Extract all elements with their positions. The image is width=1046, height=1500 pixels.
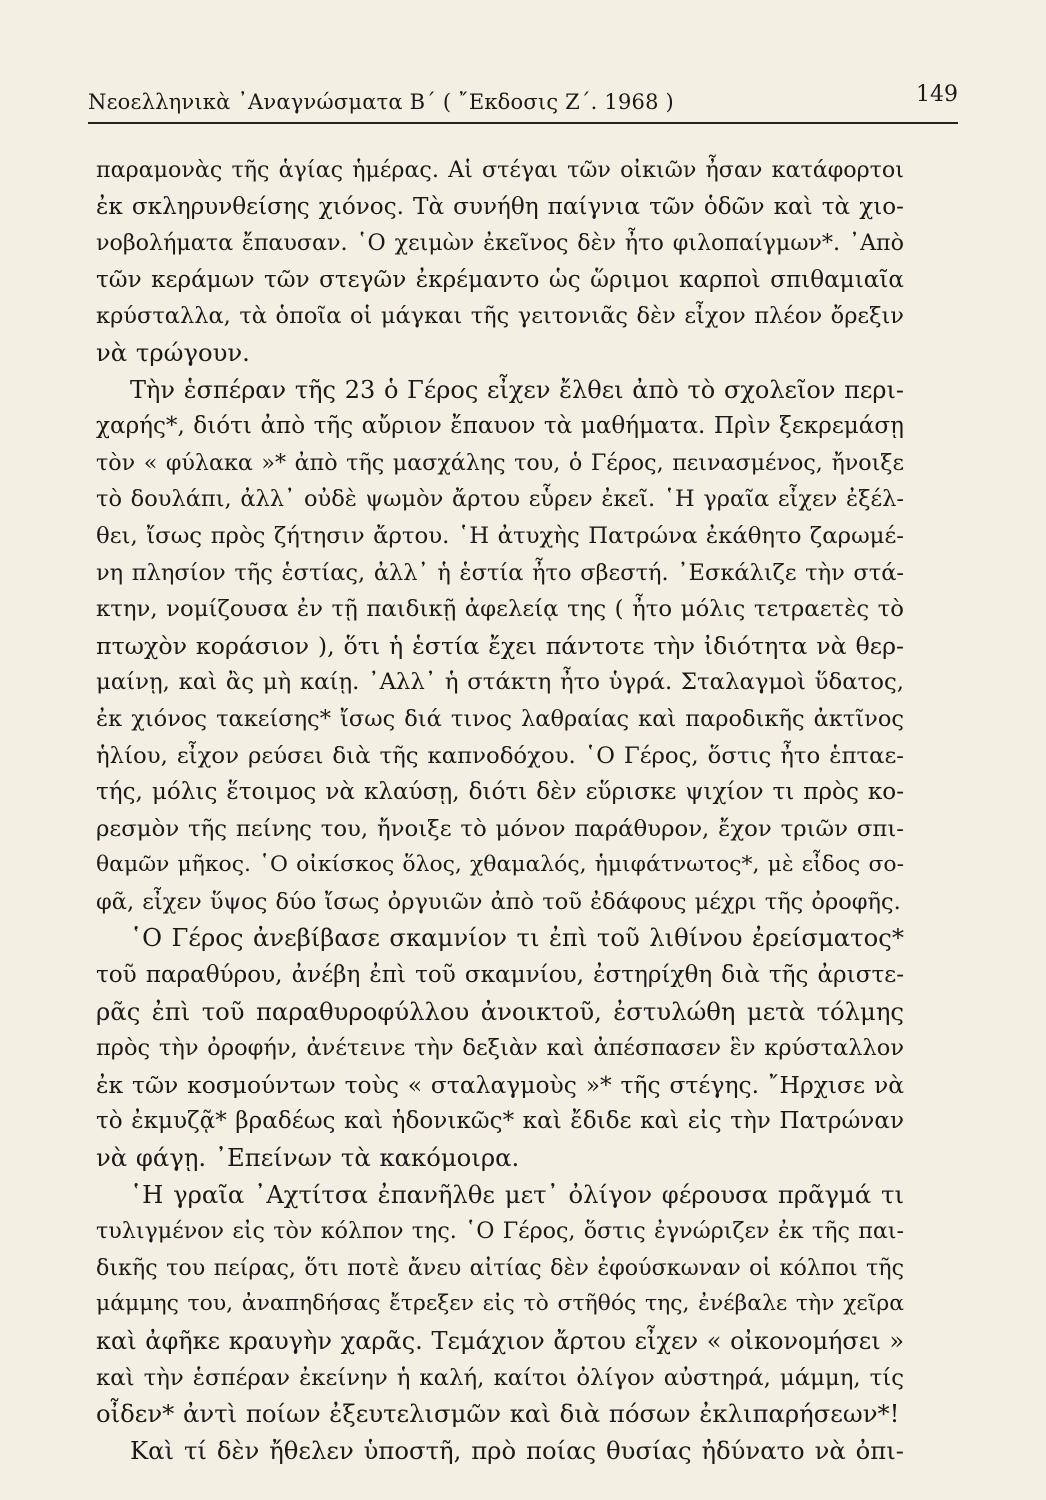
- text-line: φᾶ, εἶχεν ὕψος δύο ἴσως ὀργυιῶν ἀπὸ τοῦ ἐδάφους μέχρι τῆς ὀροφῆς.: [96, 888, 901, 915]
- text-line: καὶ τὴν ἑσπέραν ἐκείνην ἡ καλή, καίτοι ὀλίγον αὐστηρά, μάμμη, τίς: [96, 1364, 904, 1391]
- text-line: θαμῶν μῆκος. ῾Ο οἰκίσκος ὅλος, χθαμαλός, ἡμιφάτνωτος*, μὲ εἶδος σο-: [96, 852, 904, 878]
- text-line: τὸ ἐκμυζᾷ* βραδέως καὶ ἡδονικῶς* καὶ ἔδιδε καὶ εἰς τὴν Πατρώναν: [96, 1108, 904, 1135]
- text-line: ἐκ τῶν κοσμούντων τοὺς « σταλαγμοὺς »* τῆς στέγης. ῎Ηρχισε νὰ: [96, 1070, 904, 1099]
- text-line: τῶν κεράμων τῶν στεγῶν ἐκρέμαντο ὡς ὥριμοι καρποὶ σπιθαμιαῖα: [96, 266, 904, 293]
- text-line: τής, μόλις ἕτοιμος νὰ κλαύσῃ, διότι δὲν εὕρισκε ψιχίον τι πρὸς κο-: [96, 779, 904, 806]
- page-number: 149: [916, 82, 958, 107]
- text-line: οἶδεν* ἀντὶ ποίων ἐξευτελισμῶν καὶ διὰ πόσων ἐκλιπαρήσεων*!: [96, 1399, 900, 1429]
- text-line: καὶ ἀφῆκε κραυγὴν χαρᾶς. Τεμάχιον ἄρτου εἶχεν « οἰκονομήσει »: [96, 1327, 904, 1355]
- text-line: χαρής*, διότι ἀπὸ τῆς αὔριον ἔπαυον τὰ μαθήματα. Πρὶν ξεκρεμάσῃ: [96, 413, 904, 440]
- text-line: μαίνῃ, καὶ ἂς μὴ καίῃ. ᾽Αλλ᾽ ἡ στάκτη ἦτο ὑγρά. Σταλαγμοὶ ὕδατος,: [96, 669, 904, 696]
- text-line: κρύσταλλα, τὰ ὁποῖα οἱ μάγκαι τῆς γειτονιᾶς δὲν εἶχον πλέον ὄρεξιν: [96, 303, 904, 330]
- text-line: τὸ δουλάπι, ἀλλ᾽ οὐδὲ ψωμὸν ἄρτου εὗρεν ἐκεῖ. ῾Η γραῖα εἶχεν ἐξέλ-: [96, 486, 904, 513]
- running-head-title: Νεοελληνικὰ ᾽Αναγνώσματα Β΄ ( ῎Εκδοσις Ζ΄. 1968 ): [88, 90, 674, 114]
- text-line: παραμονὰς τῆς ἁγίας ἡμέρας. Αἱ στέγαι τῶν οἰκιῶν ἦσαν κατάφορτοι: [96, 157, 904, 183]
- text-line: ἡλίου, εἶχον ρεύσει διὰ τῆς καπνοδόχου. ῾Ο Γέρος, ὅστις ἦτο ἑπταε-: [96, 742, 904, 769]
- text-line: νὰ φάγῃ. ᾽Επείνων τὰ κακόμοιρα.: [96, 1143, 520, 1173]
- text-line: νη πλησίον τῆς ἑστίας, ἀλλ᾽ ἡ ἑστία ἦτο σβεστή. ᾽Εσκάλιζε τὴν στά-: [96, 559, 904, 586]
- text-line: ἐκ χιόνος τακείσης* ἴσως διά τινος λαθραίας καὶ παροδικῆς ἀκτῖνος: [96, 705, 904, 732]
- text-line: τυλιγμένον εἰς τὸν κόλπον της. ῾Ο Γέρος, ὅστις ἐγνώριζεν ἐκ τῆς παι-: [96, 1218, 904, 1245]
- text-line: τὸν « φύλακα »* ἀπὸ τῆς μασχάλης του, ὁ Γέρος, πεινασμένος, ἤνοιξε: [96, 449, 904, 476]
- text-line: ἐκ σκληρυνθείσης χιόνος. Τὰ συνήθη παίγνια τῶν ὁδῶν καὶ τὰ χιο-: [96, 193, 904, 220]
- text-line: Καὶ τί δὲν ἤθελεν ὑποστῆ, πρὸ ποίας θυσίας ἠδύνατο νὰ ὀπι-: [130, 1435, 904, 1465]
- text-line: μάμμης του, ἀναπηδήσας ἔτρεξεν εἰς τὸ στῆθός της, ἐνέβαλε τὴν χεῖρα: [96, 1291, 904, 1317]
- text-line: τοῦ παραθύρου, ἀνέβη ἐπὶ τοῦ σκαμνίου, ἐστηρίχθη διὰ τῆς ἀριστε-: [96, 962, 904, 989]
- body-text: [96, 152, 904, 1469]
- text-line: ρεσμὸν τῆς πείνης του, ἤνοιξε τὸ μόνον παράθυρον, ἔχον τριῶν σπι-: [96, 815, 904, 842]
- text-line: πρὸς τὴν ὀροφήν, ἀνέτεινε τὴν δεξιὰν καὶ ἀπέσπασεν ἓν κρύσταλλον: [96, 1035, 904, 1062]
- text-line: θει, ἴσως πρὸς ζήτησιν ἄρτου. ῾Η ἀτυχὴς Πατρώνα ἐκάθητο ζαρωμέ-: [96, 522, 904, 549]
- text-line: ρᾶς ἐπὶ τοῦ παραθυροφύλλου ἀνοικτοῦ, ἐστυλώθη μετὰ τόλμης: [96, 996, 904, 1026]
- running-head: [88, 82, 958, 124]
- text-line: ῾Η γραῖα ᾽Αχτίτσα ἐπανῆλθε μετ᾽ ὀλίγον φέρουσα πρᾶγμά τι: [130, 1179, 904, 1209]
- text-line: δικῆς του πείρας, ὅτι ποτὲ ἄνευ αἰτίας δὲν ἐφούσκωναν οἱ κόλποι τῆς: [96, 1254, 904, 1281]
- text-line: κτην, νομίζουσα ἐν τῇ παιδικῇ ἀφελείᾳ της ( ἦτο μόλις τετραετὲς τὸ: [96, 596, 904, 623]
- text-line: ῾Ο Γέρος ἀνεβίβασε σκαμνίον τι ἐπὶ τοῦ λιθίνου ἐρείσματος*: [130, 923, 904, 953]
- header-rule: [88, 122, 958, 124]
- text-line: νοβολήματα ἔπαυσαν. ῾Ο χειμὼν ἐκεῖνος δὲν ἦτο φιλοπαίγμων*. ᾽Απὸ: [96, 230, 904, 257]
- text-line: Τὴν ἑσπέραν τῆς 23 ὁ Γέρος εἶχεν ἔλθει ἀπὸ τὸ σχολεῖον περι-: [130, 375, 904, 404]
- text-line: νὰ τρώγουν.: [96, 337, 250, 367]
- text-line: πτωχὸν κοράσιον ), ὅτι ἡ ἑστία ἔχει πάντοτε τὴν ἰδιότητα νὰ θερ-: [96, 631, 904, 660]
